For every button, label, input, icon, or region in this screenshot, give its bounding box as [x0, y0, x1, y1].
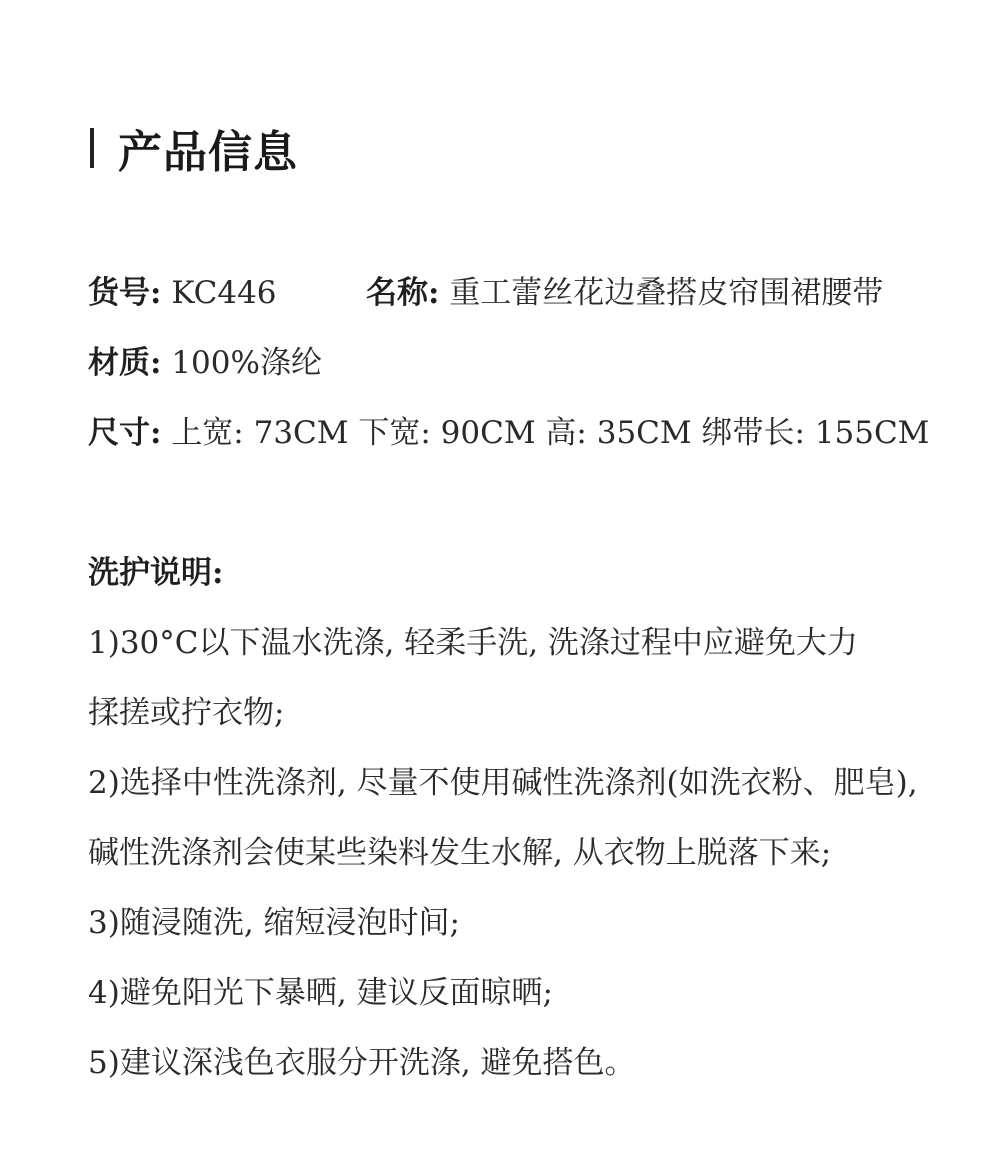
care-title-label: 洗护说明:	[88, 555, 224, 591]
care-line: 1)30°C以下温水洗涤, 轻柔手洗, 洗涤过程中应避免大力	[88, 625, 858, 661]
product-name-group	[366, 273, 883, 313]
care-line: 2)选择中性洗涤剂, 尽量不使用碱性洗涤剂(如洗衣粉、肥皂),	[88, 765, 918, 801]
care-line: 4)避免阳光下暴晒, 建议反面晾晒;	[88, 975, 553, 1011]
product-name-value: 重工蕾丝花边叠搭皮帘围裙腰带	[449, 275, 884, 311]
size-value: 上宽: 73CM 下宽: 90CM 高: 35CM 绑带长: 155CM	[171, 415, 930, 451]
care-instructions-title	[88, 553, 223, 593]
size-label: 尺寸:	[88, 415, 162, 451]
sku-value: KC446	[171, 275, 277, 311]
info-row-size	[88, 413, 929, 453]
heading-accent-bar	[90, 128, 94, 168]
page-title: 产品信息	[118, 127, 298, 178]
care-line: 揉搓或拧衣物;	[88, 695, 285, 731]
info-row-sku-name	[88, 273, 884, 313]
material-value: 100%涤纶	[171, 345, 322, 381]
care-line: 5)建议深浅色衣服分开洗涤, 避免搭色。	[88, 1045, 636, 1081]
sku-label: 货号:	[88, 275, 162, 311]
care-line: 3)随浸随洗, 缩短浸泡时间;	[88, 905, 460, 941]
material-label: 材质:	[88, 345, 162, 381]
section-heading	[90, 120, 298, 176]
product-name-label: 名称:	[366, 275, 440, 311]
care-line: 碱性洗涤剂会使某些染料发生水解, 从衣物上脱落下来;	[88, 835, 832, 871]
info-row-material	[88, 343, 322, 383]
